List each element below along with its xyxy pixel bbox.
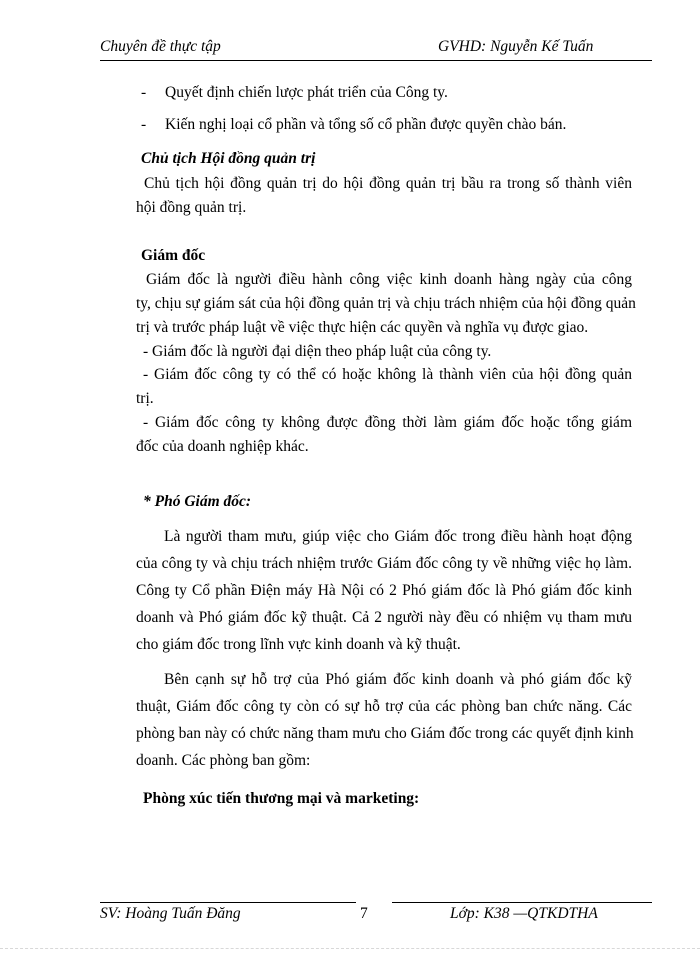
paragraph-line: Chủ tịch hội đồng quản trị do hội đồng quản trị bầu ra trong số thành viên [144,175,632,192]
paragraph-line: - Giám đốc công ty không được đồng thời làm giám đốc hoặc tổng giám [143,414,632,431]
section-heading-marketing: Phòng xúc tiến thương mại và marketing: [143,790,420,807]
page-boundary [0,948,700,949]
page-number: 7 [360,905,368,922]
paragraph-line: ty, chịu sự giám sát của hội đồng quản trị và chịu trách nhiệm của hội đồng quản [136,295,636,312]
paragraph-line: - Giám đốc công ty có thể có hoặc không là thành viên của hội đồng quản [143,366,632,383]
page-footer [100,905,652,927]
section-heading-deputy: * Phó Giám đốc: [143,493,252,510]
paragraph-line: của công ty và chịu trách nhiệm trước Giám đốc công ty về những việc họ làm. [136,555,632,572]
bullet-item: Kiến nghị loại cổ phần và tổng số cổ phần được quyền chào bán. [165,116,567,133]
paragraph-line: trị và trước pháp luật về việc thực hiện các quyền và nghĩa vụ được giao. [136,319,589,336]
footer-divider [392,902,652,903]
header-advisor: GVHD: Nguyễn Kế Tuấn [438,38,594,55]
bullet-marker: - [141,116,147,133]
paragraph-line: Công ty Cổ phần Điện máy Hà Nội có 2 Phó giám đốc là Phó giám đốc kinh [136,582,632,599]
paragraph-line: hội đồng quản trị. [136,199,247,216]
footer-class: Lớp: K38 —QTKDTHA [450,905,598,922]
bullet-item: Quyết định chiến lược phát triển của Công ty. [165,84,448,101]
header-title: Chuyên đề thực tập [100,38,221,55]
paragraph-line: thuật, Giám đốc công ty còn có sự hỗ trợ của các phòng ban chức năng. Các [136,698,632,715]
bullet-marker: - [141,84,147,101]
paragraph-line: Là người tham mưu, giúp việc cho Giám đốc trong điều hành hoạt động [164,528,632,545]
page-header [100,38,652,61]
paragraph-line: Bên cạnh sự hỗ trợ của Phó giám đốc kinh doanh và phó giám đốc kỹ [164,671,632,688]
section-heading-director: Giám đốc [141,247,206,264]
section-heading-chairman: Chủ tịch Hội đồng quản trị [141,150,316,167]
paragraph-line: đốc của doanh nghiệp khác. [136,438,309,455]
paragraph-line: Giám đốc là người điều hành công việc kinh doanh hàng ngày của công [146,271,632,288]
paragraph-line: doanh và Phó giám đốc kỹ thuật. Cả 2 người này đều có nhiệm vụ tham mưu [136,609,632,626]
paragraph-line: cho giám đốc trong lĩnh vực kinh doanh và kỹ thuật. [136,636,461,653]
footer-student: SV: Hoàng Tuấn Đăng [100,905,241,922]
paragraph-line: - Giám đốc là người đại diện theo pháp luật của công ty. [143,343,492,360]
paragraph-line: trị. [136,390,154,407]
paragraph-line: phòng ban này có chức năng tham mưu cho Giám đốc trong các quyết định kinh [136,725,634,742]
paragraph-line: doanh. Các phòng ban gồm: [136,752,311,769]
footer-divider [100,902,356,903]
